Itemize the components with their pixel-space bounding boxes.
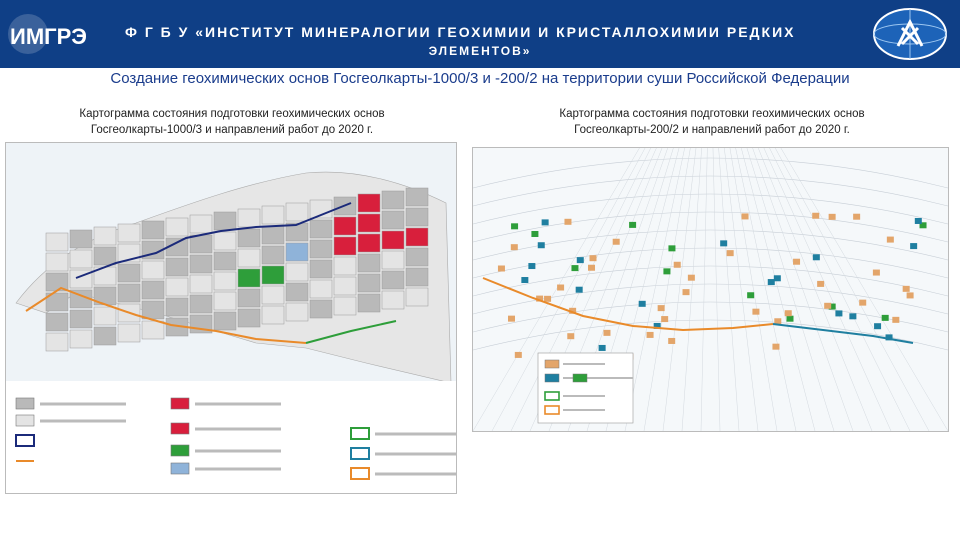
map-cell	[94, 227, 116, 245]
map-cell	[262, 266, 284, 284]
slide-title: Создание геохимических основ Госгеолкарты-1000/3 и -200/2 на территории суши Российской Федерации	[110, 70, 850, 87]
map-cell	[613, 239, 620, 245]
map-cell	[94, 307, 116, 325]
map-cell	[829, 214, 836, 220]
legend-swatch	[545, 374, 559, 382]
map-cell	[118, 224, 140, 242]
map-cell	[674, 262, 681, 268]
map-cell	[286, 263, 308, 281]
map-cell	[747, 292, 754, 298]
map-cell	[214, 272, 236, 290]
map-cell	[915, 218, 922, 224]
map-cell	[142, 261, 164, 279]
map-cell	[406, 288, 428, 306]
map-cell	[118, 324, 140, 342]
map-cell	[668, 245, 675, 251]
legend-swatch	[351, 448, 369, 459]
map-cell	[853, 214, 860, 220]
legend-swatch	[16, 398, 34, 409]
map-cell	[286, 243, 308, 261]
map-cell	[334, 277, 356, 295]
map-cell	[262, 206, 284, 224]
map-cell	[772, 344, 779, 350]
legend-swatch	[171, 445, 189, 456]
map-cell	[382, 291, 404, 309]
map-cell	[46, 233, 68, 251]
map-cell	[768, 279, 775, 285]
map-cell	[214, 312, 236, 330]
right-map-panel	[472, 147, 949, 432]
map-cell	[118, 284, 140, 302]
legend-swatch	[545, 360, 559, 368]
legend-swatch	[545, 406, 559, 414]
map-cell	[166, 278, 188, 296]
map-cell	[238, 209, 260, 227]
map-cell	[817, 281, 824, 287]
map-cell	[603, 330, 610, 336]
map-cell	[742, 213, 749, 219]
map-cell	[382, 271, 404, 289]
map-cell	[382, 211, 404, 229]
map-cell	[599, 345, 606, 351]
map-cell	[142, 281, 164, 299]
map-cell	[849, 313, 856, 319]
map-cell	[528, 263, 535, 269]
map-cell	[190, 235, 212, 253]
right-map-figure	[473, 148, 948, 431]
map-cell	[661, 316, 668, 322]
map-cell	[887, 237, 894, 243]
map-cell	[310, 220, 332, 238]
map-cell	[720, 240, 727, 246]
legend-swatch	[545, 392, 559, 400]
map-cell	[190, 275, 212, 293]
map-cell	[70, 230, 92, 248]
organization-name: Ф Г Б У «ИНСТИТУТ МИНЕРАЛОГИИ ГЕОХИМИИ И КРИСТАЛЛОХИМИИ РЕДКИХ	[125, 24, 796, 40]
map-cell	[262, 306, 284, 324]
map-cell	[46, 273, 68, 291]
map-cell	[382, 191, 404, 209]
map-cell	[544, 296, 551, 302]
map-cell	[589, 255, 596, 261]
map-cell	[46, 253, 68, 271]
map-cell	[813, 254, 820, 260]
map-cell	[812, 213, 819, 219]
map-cell	[358, 274, 380, 292]
legend-swatch	[351, 428, 369, 439]
map-cell	[166, 218, 188, 236]
legend-swatch	[351, 468, 369, 479]
legend-swatch	[16, 435, 34, 446]
map-cell	[521, 277, 528, 283]
legend-swatch	[171, 463, 189, 474]
map-cell	[358, 194, 380, 212]
map-cell	[190, 215, 212, 233]
map-cell	[262, 226, 284, 244]
map-cell	[382, 251, 404, 269]
map-cell	[629, 222, 636, 228]
map-cell	[238, 229, 260, 247]
map-cell	[190, 295, 212, 313]
map-cell	[727, 250, 734, 256]
map-cell	[238, 269, 260, 287]
map-cell	[214, 252, 236, 270]
logo-text: ИМГРЭ	[10, 24, 87, 49]
map-cell	[406, 248, 428, 266]
map-cell	[286, 283, 308, 301]
map-cell	[663, 268, 670, 274]
left-map-caption: Картограмма состояния подготовки геохимических основ Госгеолкарты-1000/3 и направлений работ до 2020 г.	[79, 108, 385, 136]
map-cell	[46, 313, 68, 331]
map-cell	[262, 246, 284, 264]
map-cell	[190, 255, 212, 273]
right-map-caption: Картограмма состояния подготовки геохимических основ Госгеолкарты-200/2 и направлений работ до 2020 г.	[559, 108, 865, 136]
map-cell	[785, 310, 792, 316]
header-bar	[0, 0, 960, 68]
map-cell	[406, 208, 428, 226]
map-cell	[639, 301, 646, 307]
map-cell	[564, 219, 571, 225]
map-cell	[406, 188, 428, 206]
map-cell	[538, 242, 545, 248]
map-cell	[334, 237, 356, 255]
map-cell	[310, 300, 332, 318]
map-cell	[214, 212, 236, 230]
map-cell	[286, 203, 308, 221]
map-cell	[515, 352, 522, 358]
map-cell	[334, 297, 356, 315]
map-cell	[835, 310, 842, 316]
left-map-panel	[5, 142, 457, 494]
map-cell	[498, 266, 505, 272]
left-map-figure	[6, 143, 456, 493]
map-cell	[46, 333, 68, 351]
map-cell	[542, 219, 549, 225]
map-cell	[358, 214, 380, 232]
map-cell	[310, 240, 332, 258]
legend-swatch	[573, 374, 587, 382]
map-cell	[238, 309, 260, 327]
map-cell	[683, 289, 690, 295]
map-cell	[142, 221, 164, 239]
map-cell	[873, 270, 880, 276]
map-cell	[531, 231, 538, 237]
map-cell	[94, 247, 116, 265]
organization-name-cont: ЭЛЕМЕНТОВ»	[428, 44, 532, 58]
map-cell	[142, 321, 164, 339]
map-cell	[567, 333, 574, 339]
legend-swatch	[171, 398, 189, 409]
map-cell	[577, 257, 584, 263]
map-cell	[752, 309, 759, 315]
map-cell	[658, 305, 665, 311]
map-cell	[142, 301, 164, 319]
map-cell	[310, 280, 332, 298]
map-cell	[286, 303, 308, 321]
map-cell	[70, 310, 92, 328]
map-cell	[310, 260, 332, 278]
legend-swatch	[16, 415, 34, 426]
map-cell	[238, 249, 260, 267]
map-cell	[358, 254, 380, 272]
map-cell	[406, 268, 428, 286]
map-cell	[576, 287, 583, 293]
map-cell	[214, 232, 236, 250]
map-cell	[647, 332, 654, 338]
map-cell	[892, 317, 899, 323]
map-cell	[166, 298, 188, 316]
map-cell	[910, 243, 917, 249]
map-cell	[214, 292, 236, 310]
map-cell	[262, 286, 284, 304]
map-cell	[787, 316, 794, 322]
map-cell	[94, 327, 116, 345]
map-cell	[508, 316, 515, 322]
map-cell	[774, 275, 781, 281]
map-cell	[358, 234, 380, 252]
map-cell	[70, 330, 92, 348]
map-cell	[70, 250, 92, 268]
map-cell	[824, 303, 831, 309]
globe-emblem-icon	[870, 6, 950, 62]
map-cell	[668, 338, 675, 344]
map-cell	[907, 292, 914, 298]
map-cell	[166, 258, 188, 276]
map-cell	[334, 217, 356, 235]
map-cell	[118, 264, 140, 282]
map-cell	[688, 275, 695, 281]
map-cell	[557, 285, 564, 291]
map-cell	[334, 257, 356, 275]
map-cell	[588, 265, 595, 271]
map-cell	[859, 300, 866, 306]
map-cell	[882, 315, 889, 321]
map-cell	[571, 265, 578, 271]
map-cell	[793, 259, 800, 265]
map-cell	[511, 244, 518, 250]
map-cell	[511, 223, 518, 229]
map-cell	[238, 289, 260, 307]
map-cell	[903, 286, 910, 292]
map-cell	[874, 323, 881, 329]
legend-swatch	[171, 423, 189, 434]
map-cell	[358, 294, 380, 312]
map-cell	[382, 231, 404, 249]
map-cell	[406, 228, 428, 246]
